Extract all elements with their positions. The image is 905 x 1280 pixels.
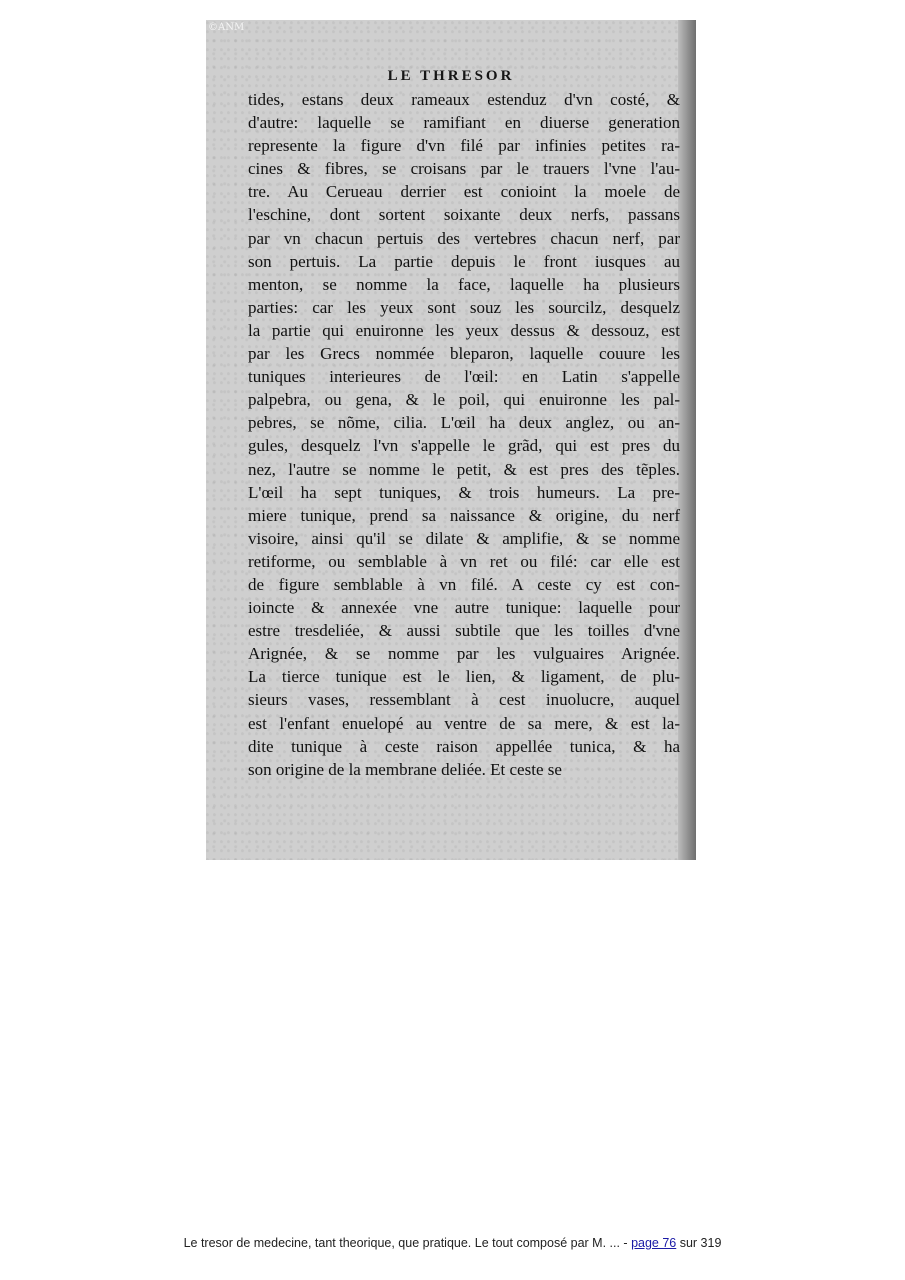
text-line: cines & fibres, se croisans par le trauers l'vne l'au-	[248, 159, 680, 179]
text-line: pebres, se nõme, cilia. L'œil ha deux anglez, ou an-	[248, 413, 680, 433]
page-binding-shadow	[678, 20, 696, 860]
text-line: estre tresdeliée, & aussi subtile que les toilles d'vne	[248, 621, 680, 641]
text-line: menton, se nomme la face, laquelle ha plusieurs	[248, 274, 680, 294]
text-line: l'eschine, dont sortent soixante deux nerfs, passans	[248, 205, 680, 225]
watermark: ©ANM	[208, 22, 245, 33]
text-line: parties: car les yeux sont souz les sourcilz, desquelz	[248, 297, 680, 317]
text-line: sieurs vases, ressemblant à cest inuolucre, auquel	[248, 690, 680, 710]
text-line: represente la figure d'vn filé par infinies petites ra-	[248, 136, 680, 156]
text-line: son pertuis. La partie depuis le front iusques au	[248, 251, 680, 271]
text-line: Arignée, & se nomme par les vulguaires Arignée.	[248, 644, 680, 664]
text-line: retiforme, ou semblable à vn ret ou filé: car elle est	[248, 551, 680, 571]
text-line: tides, estans deux rameaux estenduz d'vn costé, &	[248, 90, 680, 109]
text-line: la partie qui enuironne les yeux dessus & dessouz, est	[248, 320, 680, 340]
text-line: tre. Au Cerueau derrier est conioint la moele de	[248, 182, 680, 202]
text-line: est l'enfant enuelopé au ventre de sa mere, & est la-	[248, 713, 680, 733]
text-line: gules, desquelz l'vn s'appelle le grãd, qui est pres du	[248, 436, 680, 456]
caption-title: Le tresor de medecine, tant theorique, que pratique. Le tout composé par M. ... -	[183, 1236, 632, 1250]
text-line: ioincte & annexée vne autre tunique: laquelle pour	[248, 598, 680, 618]
text-line: par les Grecs nommée bleparon, laquelle couure les	[248, 344, 680, 364]
scanned-page	[206, 20, 696, 860]
text-line: L'œil ha sept tuniques, & trois humeurs. La pre-	[248, 482, 680, 502]
text-line: nez, l'autre se nomme le petit, & est pres des tẽples.	[248, 459, 680, 479]
caption-page-count: sur 319	[676, 1236, 722, 1250]
text-line: miere tunique, prend sa naissance & origine, du nerf	[248, 505, 680, 525]
text-line: par vn chacun pertuis des vertebres chacun nerf, par	[248, 228, 680, 248]
text-line: tuniques interieures de l'œil: en Latin s'appelle	[248, 367, 680, 387]
text-line: son origine de la membrane deliée. Et ceste se	[248, 759, 562, 779]
page-link[interactable]: page 76	[631, 1236, 677, 1250]
page-text	[248, 88, 680, 781]
text-line: La tierce tunique est le lien, & ligament, de plu-	[248, 667, 680, 687]
text-line: visoire, ainsi qu'il se dilate & amplifie, & se nomme	[248, 528, 680, 548]
text-line: palpebra, ou gena, & le poil, qui enuironne les pal-	[248, 390, 680, 410]
text-line: d'autre: laquelle se ramifiant en diuerse generation	[248, 113, 680, 133]
text-line: de figure semblable à vn filé. A ceste cy est con-	[248, 574, 680, 594]
text-line: dite tunique à ceste raison appellée tunica, & ha	[248, 736, 680, 756]
running-head: LE THRESOR	[387, 68, 515, 84]
page-caption	[0, 1236, 905, 1250]
